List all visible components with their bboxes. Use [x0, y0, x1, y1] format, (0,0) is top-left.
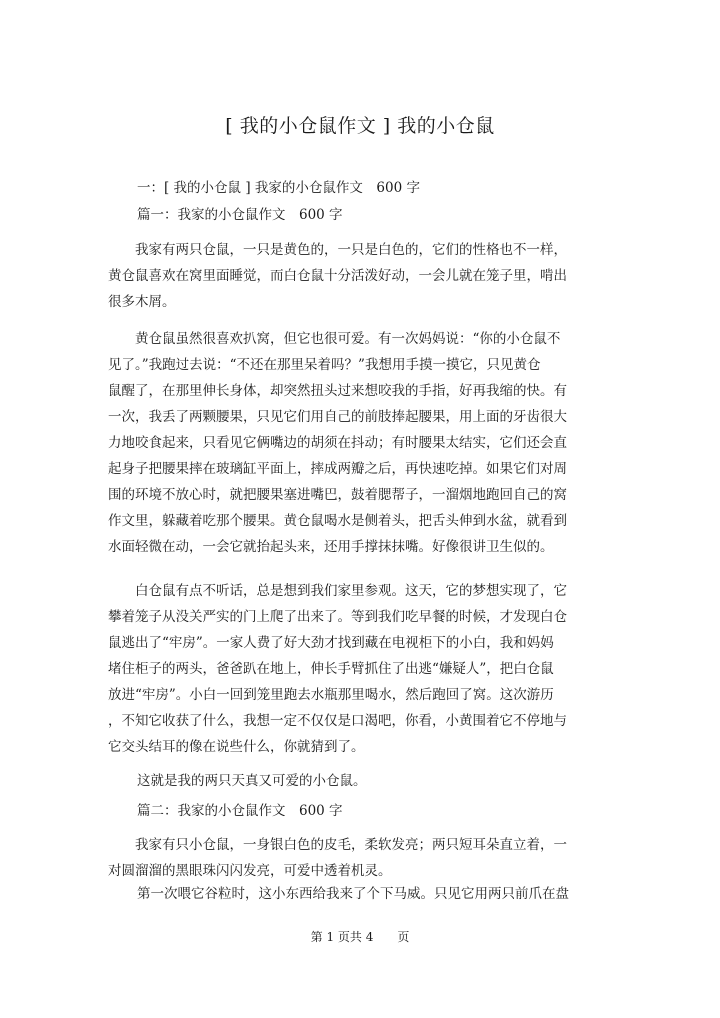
- text-line: 很多木屑。: [108, 294, 176, 310]
- subheading-part-one: 篇一：我家的小仓鼠作文 600 字: [137, 207, 343, 223]
- text-line: 我家有只小仓鼠，一身银白色的皮毛，柔软发亮；两只短耳朵直立着，一: [108, 837, 567, 853]
- document-title: [ 我的小仓鼠作文 ] 我的小仓鼠: [225, 115, 495, 137]
- text-line: 白仓鼠有点不听话，总是想到我们家里参观。这天，它的梦想实现了，它: [108, 583, 567, 599]
- text-line: 它交头结耳的像在说些什么，你就猜到了。: [108, 739, 365, 755]
- paragraph-2: [108, 326, 570, 560]
- text-line: 堵住柜子的两头，爸爸趴在地上，伸长手臂抓住了出逃“嫌疑人”，把白仓鼠: [108, 661, 554, 677]
- text-line: ，不知它收获了什么，我想一定不仅仅是口渴吧，你看，小黄围着它不停地与: [108, 713, 567, 729]
- text-line: 放进“牢房”。小白一回到笼里跑去水瓶那里喝水，然后跑回了窝。这次游历: [108, 687, 554, 703]
- text-line: 起身子把腰果摔在玻璃缸平面上，摔成两瓣之后，再快速吃掉。如果它们对周: [108, 461, 567, 477]
- text-line: 黄仓鼠虽然很喜欢扒窝，但它也很可爱。有一次妈妈说：“你的小仓鼠不: [108, 331, 561, 347]
- text-line: 围的环境不放心时，就把腰果塞进嘴巴，鼓着腮帮子，一溜烟地跑回自己的窝: [108, 487, 567, 503]
- text-line: 鼠醒了，在那里伸长身体，却突然扭头过来想咬我的手指，好再我缩的快。有: [108, 383, 567, 399]
- text-line: 对圆溜溜的黑眼珠闪闪发亮，可爱中透着机灵。: [108, 863, 392, 879]
- paragraph-1: [108, 237, 570, 315]
- text-line: 黄仓鼠喜欢在窝里面睡觉，而白仓鼠十分活泼好动，一会儿就在笼子里，啃出: [108, 268, 567, 284]
- paragraph-3: [108, 578, 570, 760]
- subheading-part-two: 篇二：我家的小仓鼠作文 600 字: [137, 803, 343, 819]
- text-line: 一次，我丢了两颗腰果，只见它们用自己的前肢捧起腰果，用上面的牙齿很大: [108, 409, 567, 425]
- paragraph-4: [108, 832, 570, 884]
- page-footer: 第 1 页共 4 页: [310, 930, 410, 944]
- text-line: 见了。”我跑过去说：“不还在那里呆着吗？”我想用手摸一摸它，只见黄仓: [108, 357, 541, 373]
- text-line: 作文里，躲藏着吃那个腰果。黄仓鼠喝水是侧着头，把舌头伸到水盆，就看到: [108, 513, 567, 529]
- text-line: 力地咬食起来，只看见它俩嘴边的胡须在抖动；有时腰果太结实，它们还会直: [108, 435, 567, 451]
- text-line: 鼠逃出了“牢房”。一家人费了好大劲才找到藏在电视柜下的小白，我和妈妈: [108, 635, 554, 651]
- subheading-section-one: 一：[ 我的小仓鼠 ] 我家的小仓鼠作文 600 字: [137, 180, 420, 196]
- text-line: 我家有两只仓鼠，一只是黄色的，一只是白色的，它们的性格也不一样，: [108, 242, 567, 258]
- text-line: 攀着笼子从没关严实的门上爬了出来了。等到我们吃早餐的时候，才发现白仓: [108, 609, 567, 625]
- text-line: 水面轻微在动，一会它就抬起头来，还用手撑抹抹嘴。好像很讲卫生似的。: [108, 539, 554, 555]
- last-line: 第一次喂它谷粒时，这小东西给我来了个下马威。只见它用两只前爪在盘: [137, 886, 569, 902]
- conclusion-line: 这就是我的两只天真又可爱的小仓鼠。: [137, 773, 367, 789]
